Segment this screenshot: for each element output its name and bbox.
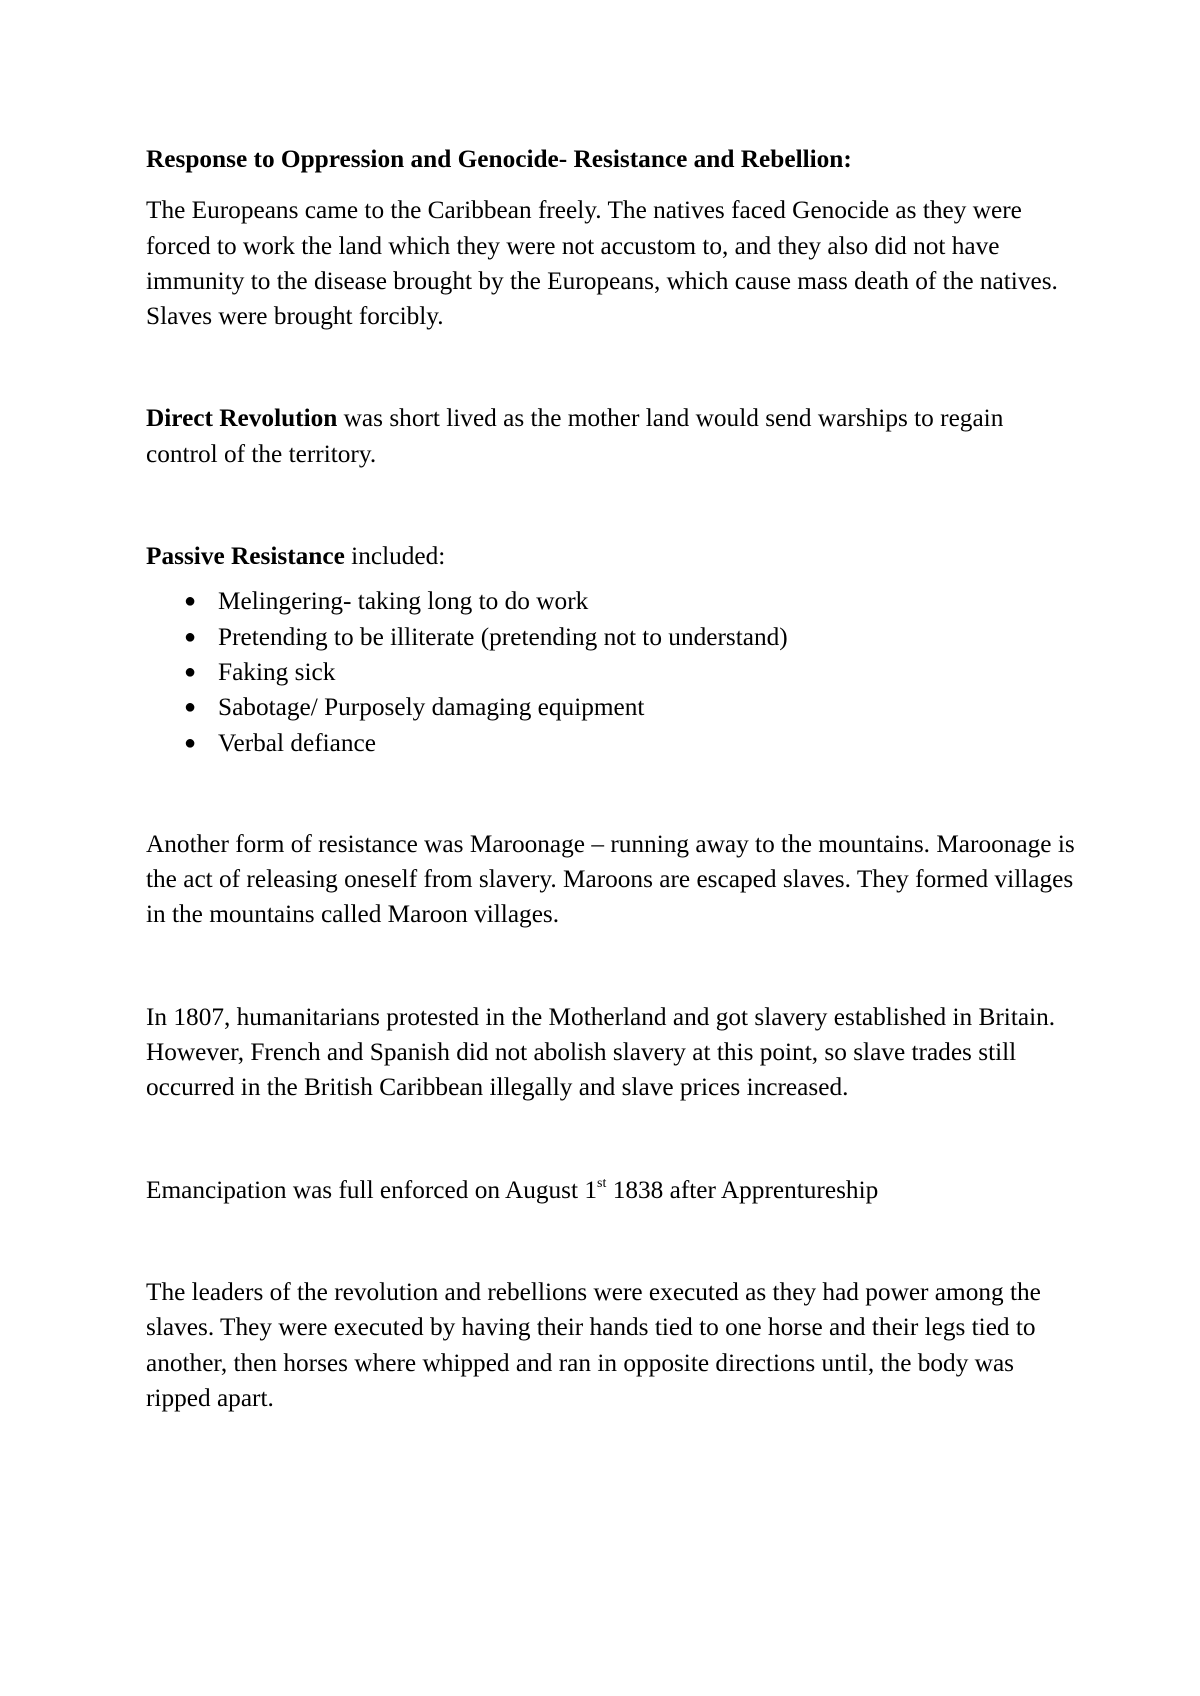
direct-revolution-text: was short lived as the mother land would send warships to regain control of the territory. — [146, 404, 1004, 468]
bullet-icon: ● — [184, 625, 197, 648]
document-heading: Response to Oppression and Genocide- Resistance and Rebellion: — [146, 145, 852, 173]
bullet-icon: ● — [184, 696, 197, 719]
passive-resistance-term: Passive Resistance — [146, 542, 345, 571]
passive-resistance-list — [146, 584, 1076, 760]
list-item — [146, 620, 1076, 655]
list-item-text: Verbal defiance — [218, 728, 377, 757]
document-page — [146, 142, 1076, 1416]
list-item — [146, 655, 1076, 690]
passive-resistance-paragraph — [146, 539, 1076, 574]
list-item — [146, 584, 1076, 619]
list-item — [146, 726, 1076, 761]
bullet-icon: ● — [184, 731, 197, 754]
humanitarians-paragraph: In 1807, humanitarians protested in the Motherland and got slavery established in Britain. However, French and Spanish did not abolish slavery at this point, so slave trades still occurred in the British Caribbean illegally and slave prices increased. — [146, 1002, 1056, 1102]
bullet-icon: ● — [184, 590, 197, 613]
list-item-text: Pretending to be illiterate (pretending not to understand) — [218, 622, 788, 651]
list-item-text: Faking sick — [218, 657, 336, 686]
emancipation-paragraph — [146, 1173, 1076, 1208]
intro-paragraph: The Europeans came to the Caribbean freely. The natives faced Genocide as they were forced to work the land which they were not accustom to, and they also did not have immunity to the disease brought by the Europeans, which cause mass death of the natives. Slaves were brought forcibly. — [146, 196, 1058, 331]
bullet-icon: ● — [184, 660, 197, 683]
emancipation-text-after: 1838 after Apprentureship — [606, 1175, 879, 1204]
emancipation-superscript: st — [597, 1175, 607, 1191]
list-item-text: Melingering- taking long to do work — [218, 587, 589, 616]
list-item — [146, 690, 1076, 725]
emancipation-text-before: Emancipation was full enforced on August 1 — [146, 1175, 598, 1204]
leaders-paragraph: The leaders of the revolution and rebellions were executed as they had power among the slaves. They were executed by having their hands tied to one horse and their legs tied to another, then horses where whipped and ran in opposite directions until, the body was ripped apart. — [146, 1277, 1041, 1412]
passive-resistance-text: included: — [344, 542, 446, 571]
direct-revolution-term: Direct Revolution — [146, 404, 338, 433]
direct-revolution-paragraph — [146, 401, 1076, 472]
list-item-text: Sabotage/ Purposely damaging equipment — [218, 693, 645, 722]
maroonage-paragraph: Another form of resistance was Maroonage – running away to the mountains. Maroonage is the act of releasing oneself from slavery. Maroons are escaped slaves. They formed villages in the mountains called Maroon villages. — [146, 829, 1075, 929]
